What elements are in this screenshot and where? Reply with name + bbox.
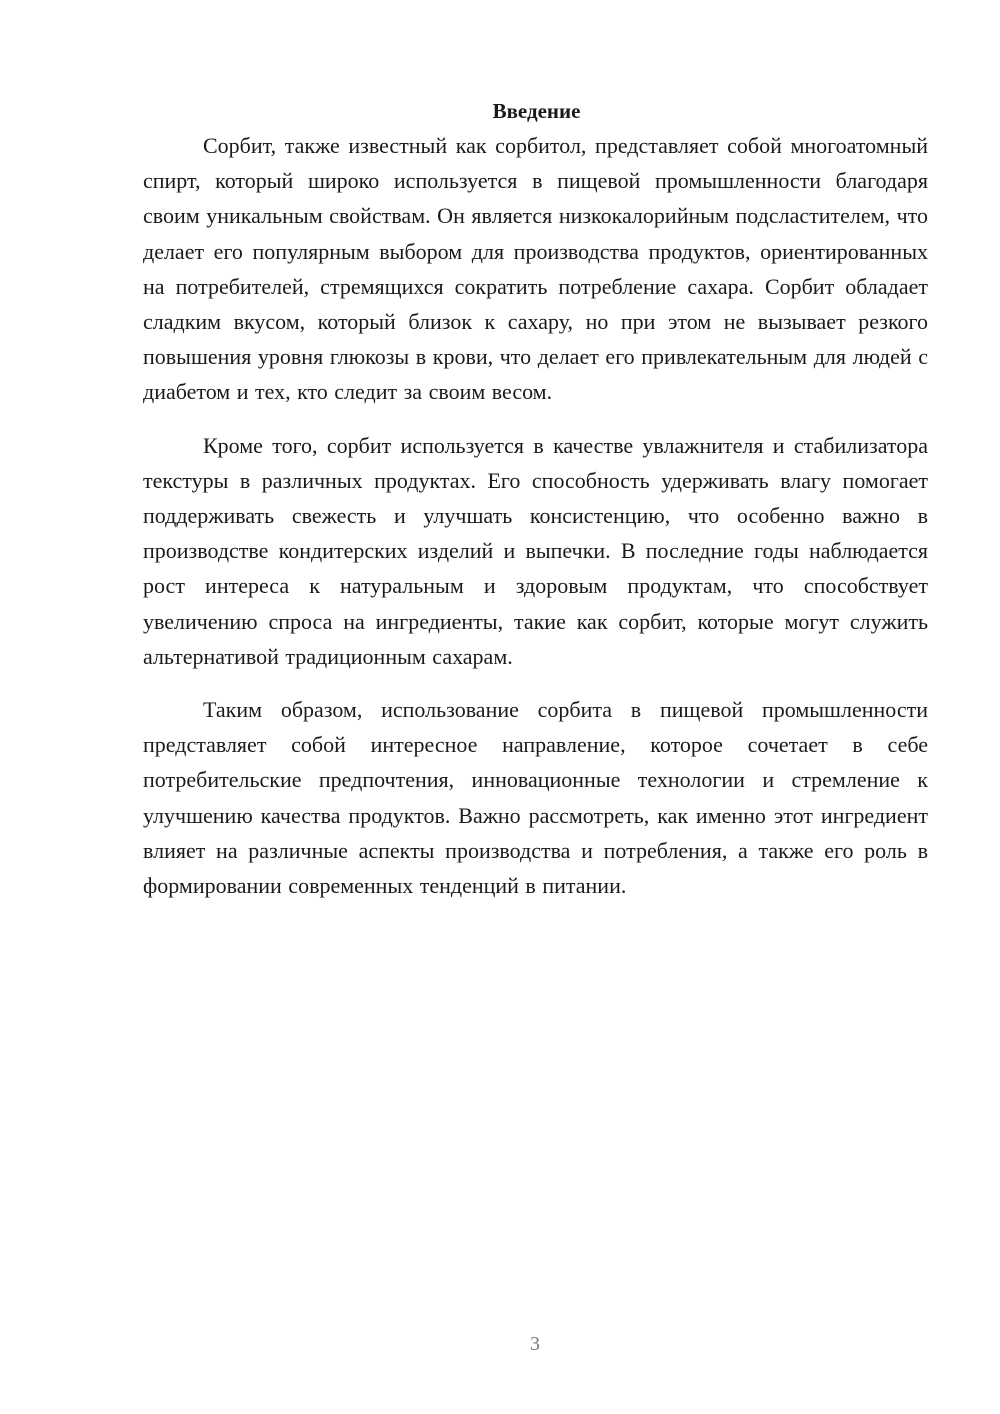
paragraph-3: Таким образом, использование сорбита в пищевой промышленности представляет собой интересное направление, которое сочетает в себе потребительские предпочтения, инновационные технологии и стремление к улучшению качества продуктов. Важно рассмотреть, как именно этот ингредиент влияет на различные аспекты производства и потребления, а также его роль в формировании современных тенденций в питании. <box>143 697 928 899</box>
page-number: 3 <box>530 1333 540 1355</box>
page-content <box>143 96 928 921</box>
paragraph-1: Сорбит, также известный как сорбитол, представляет собой многоатомный спирт, который широко используется в пищевой промышленности благодаря своим уникальным свойствам. Он является низкокалорийным подсластителем, что делает его популярным выбором для производства продуктов, ориентированных на потребителей, стремящихся сократить потребление сахара. Сорбит обладает сладким вкусом, который близок к сахару, но при этом не вызывает резкого повышения уровня глюкозы в крови, что делает его привлекательным для людей с диабетом и тех, кто следит за своим весом. <box>143 133 928 405</box>
paragraph-2: Кроме того, сорбит используется в качестве увлажнителя и стабилизатора текстуры в различных продуктах. Его способность удерживать влагу помогает поддерживать свежесть и улучшать консистенцию, что особенно важно в производстве кондитерских изделий и выпечки. В последние годы наблюдается рост интереса к натуральным и здоровым продуктам, что способствует увеличению спроса на ингредиенты, такие как сорбит, которые могут служить альтернативой традиционным сахарам. <box>143 432 928 669</box>
section-heading: Введение <box>492 99 581 123</box>
